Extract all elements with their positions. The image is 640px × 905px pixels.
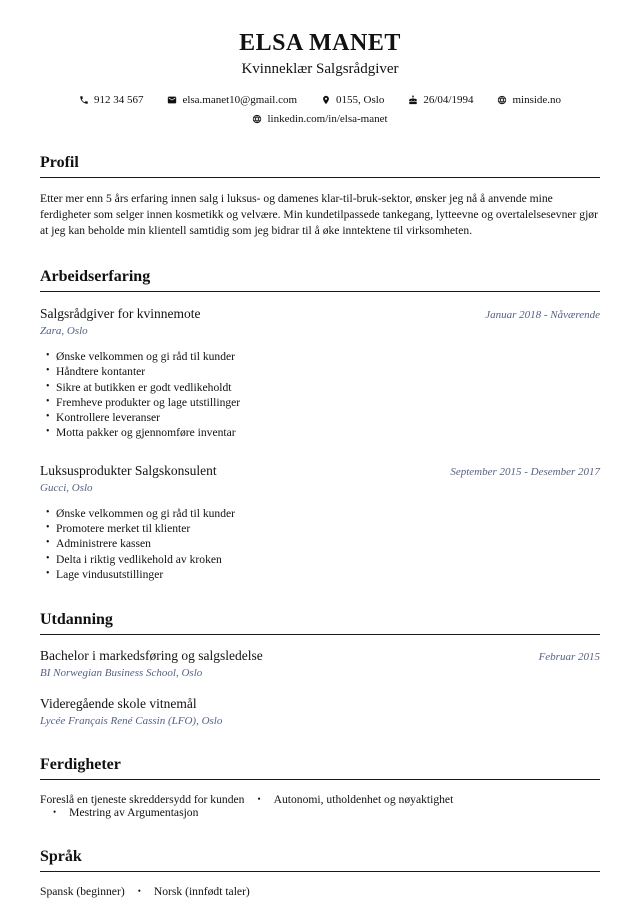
contact-birthday-text: 26/04/1994 — [423, 94, 474, 106]
email-icon — [167, 95, 177, 105]
job-bullet: • Kontrollere leveranser — [46, 410, 600, 425]
job-dates: September 2015 - Desember 2017 — [450, 465, 600, 478]
section-divider — [40, 291, 600, 292]
contact-email — [167, 94, 297, 106]
contact-location — [321, 94, 384, 106]
job-bullet-list — [46, 506, 600, 582]
section-heading-languages: Språk — [40, 848, 82, 866]
skill-item: • Autonomi, utholdenhet og nøyaktighet — [244, 793, 453, 806]
contact-row-2 — [40, 113, 600, 125]
contact-linkedin — [252, 113, 387, 125]
job-bullet: • Promotere merket til klienter — [46, 521, 600, 536]
experience-entry — [40, 463, 600, 582]
degree-title: Videregående skole vitnemål — [40, 696, 197, 712]
section-heading-education: Utdanning — [40, 611, 113, 629]
job-bullet: • Delta i riktig vedlikehold av kroken — [46, 552, 600, 567]
location-icon — [321, 95, 331, 105]
candidate-name: ELSA MANET — [239, 30, 401, 56]
contact-linkedin-text: linkedin.com/in/elsa-manet — [267, 113, 388, 125]
phone-icon — [79, 95, 89, 105]
education-entry — [40, 648, 600, 679]
language-item: • Norsk (innfødt taler) — [125, 885, 250, 898]
job-bullet: • Håndtere kontanter — [46, 364, 600, 379]
section-heading-skills: Ferdigheter — [40, 756, 121, 774]
profile-text: Etter mer enn 5 års erfaring innen salg i luksus- og damenes klar-til-bruk-sektor, ønsker jeg nå å anvende mine ferdigheter som selger innen kosmetikk og velvære. Min kundetilpassede tankegang, lytteevne og overtalelsesevner gjør at jeg kan beholde min klientell samtidig som jeg bidrar til å øke inntektene til virksomheten. — [40, 192, 598, 237]
degree-dates: Februar 2015 — [538, 651, 600, 664]
section-divider — [40, 177, 600, 178]
section-divider — [40, 871, 600, 872]
job-bullet: • Fremheve produkter og lage utstillinger — [46, 395, 600, 410]
job-company: Gucci, Oslo — [40, 481, 93, 494]
birthday-icon — [408, 95, 418, 105]
skills-list — [40, 793, 600, 819]
section-heading-profile: Profil — [40, 154, 79, 171]
contact-website-text: minside.no — [512, 94, 562, 106]
job-bullet-list — [46, 349, 600, 441]
section-divider — [40, 634, 600, 635]
contact-birthday — [408, 94, 473, 106]
languages-list — [40, 885, 600, 898]
contact-phone-text: 912 34 567 — [93, 94, 144, 106]
contact-row-1 — [40, 94, 600, 106]
school-name: Lycée Français René Cassin (LFO), Oslo — [40, 715, 223, 728]
job-company: Zara, Oslo — [40, 325, 88, 337]
job-bullet: • Administrere kassen — [46, 536, 600, 551]
job-title: Luksusprodukter Salgskonsulent — [40, 462, 217, 478]
skill-item: Foreslå en tjeneste skreddersydd for kunden — [40, 793, 245, 807]
education-entry-header — [40, 696, 600, 712]
school-name: BI Norwegian Business School, Oslo — [40, 667, 203, 680]
section-divider — [40, 779, 600, 780]
job-dates: Januar 2018 - Nåværende — [485, 309, 600, 321]
job-bullet: • Ønske velkommen og gi råd til kunder — [46, 506, 600, 521]
skill-item: • Mestring av Argumentasjon — [40, 806, 198, 819]
contact-phone — [79, 94, 144, 106]
education-entry — [40, 696, 600, 727]
job-bullet: • Ønske velkommen og gi råd til kunder — [46, 349, 600, 364]
job-title: Salgsrådgiver for kvinnemote — [40, 306, 201, 321]
contact-email-text: elsa.manet10@gmail.com — [182, 94, 298, 106]
experience-entry-header — [40, 463, 600, 479]
education-entry-header — [40, 648, 600, 664]
experience-entry-header — [40, 306, 600, 322]
job-bullet: • Lage vindusutstillinger — [46, 567, 600, 582]
contact-location-text: 0155, Oslo — [336, 94, 385, 106]
section-heading-experience: Arbeidserfaring — [40, 268, 151, 285]
language-item: Spansk (beginner) — [40, 885, 125, 899]
globe-icon — [252, 114, 262, 124]
resume-header — [40, 30, 600, 125]
globe-icon — [497, 95, 507, 105]
experience-entry — [40, 306, 600, 441]
job-bullet: • Motta pakker og gjennomføre inventar — [46, 425, 600, 440]
degree-title: Bachelor i markedsføring og salgsledelse — [40, 648, 263, 664]
contact-website — [497, 94, 561, 106]
job-bullet: • Sikre at butikken er godt vedlikeholdt — [46, 380, 600, 395]
candidate-job-title: Kvinneklær Salgsrådgiver — [241, 61, 399, 77]
